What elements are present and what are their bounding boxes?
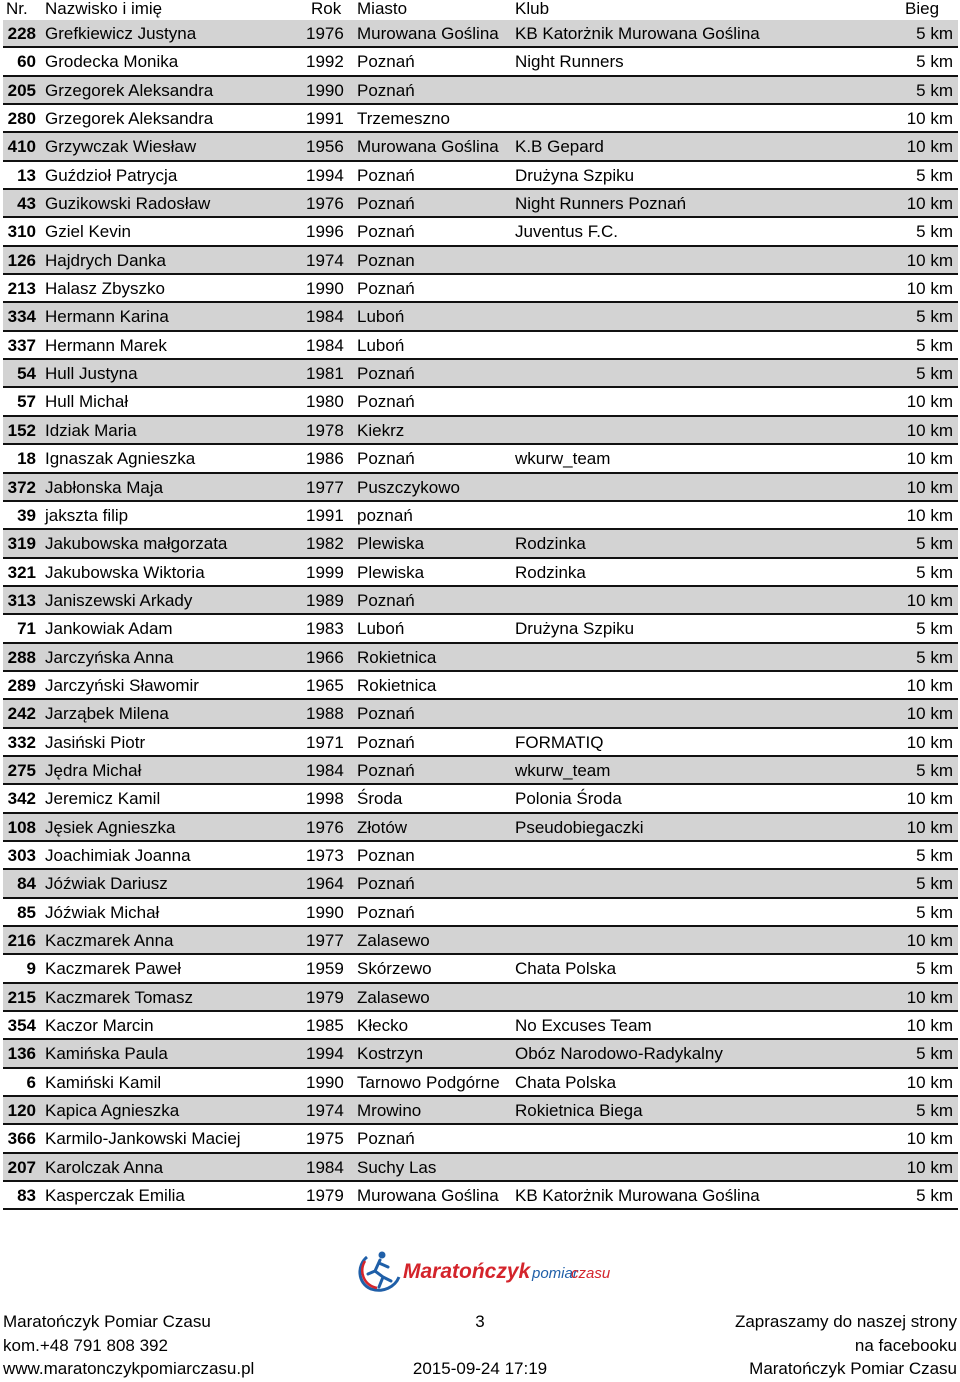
cell-klub: Night Runners Poznań — [515, 194, 687, 214]
cell-klub: Rodzinka — [515, 562, 586, 582]
header-miasto: Miasto — [357, 0, 408, 18]
cell-nr: 216 — [7, 931, 36, 950]
table-row — [3, 927, 958, 955]
table-row — [3, 899, 958, 927]
cell-miasto: Poznań — [357, 1129, 415, 1149]
cell-nr: 18 — [17, 449, 36, 469]
cell-name: Jóźwiak Dariusz — [45, 874, 168, 894]
cell-miasto: Kłecko — [357, 1016, 409, 1036]
cell-klub: Polonia Środa — [515, 789, 622, 809]
cell-nr: 334 — [7, 307, 36, 327]
cell-bieg: 10 km — [906, 1016, 953, 1036]
cell-bieg: 10 km — [906, 420, 953, 440]
cell-name: Grzegorek Aleksandra — [45, 109, 214, 129]
cell-rok: 1984 — [306, 307, 344, 327]
cell-miasto: Zalasewo — [357, 931, 430, 950]
cell-klub: No Excuses Team — [515, 1016, 652, 1036]
table-row — [3, 955, 958, 983]
table-row — [3, 360, 958, 388]
cell-bieg: 10 km — [906, 137, 953, 157]
cell-rok: 1989 — [306, 590, 344, 610]
cell-nr: 342 — [7, 789, 36, 809]
cell-rok: 1981 — [306, 364, 344, 384]
cell-bieg: 10 km — [906, 505, 953, 525]
cell-name: Hull Justyna — [45, 364, 138, 384]
cell-klub: K.B Gepard — [515, 137, 604, 157]
table-row — [3, 445, 958, 473]
cell-rok: 1978 — [306, 420, 344, 440]
cell-rok: 1994 — [306, 165, 344, 185]
cell-nr: 71 — [17, 619, 36, 639]
cell-miasto: Luboń — [357, 619, 405, 639]
cell-miasto: Poznań — [357, 704, 415, 724]
cell-bieg: 10 km — [906, 449, 953, 469]
cell-miasto: Plewiska — [357, 534, 425, 554]
cell-bieg: 10 km — [906, 590, 953, 610]
table-row — [3, 700, 958, 728]
runner-logo-icon — [355, 1247, 615, 1295]
cell-rok: 1990 — [306, 279, 344, 299]
table-row — [3, 785, 958, 813]
cell-name: jakszta filip — [45, 505, 129, 525]
cell-klub: Pseudobiegaczki — [515, 817, 644, 837]
cell-rok: 1975 — [306, 1129, 344, 1149]
cell-name: Gziel Kevin — [45, 222, 131, 242]
cell-rok: 1985 — [306, 1016, 344, 1036]
cell-bieg: 10 km — [906, 194, 953, 214]
cell-bieg: 5 km — [916, 1044, 953, 1064]
cell-miasto: Poznań — [357, 222, 415, 242]
table-row — [3, 587, 958, 615]
cell-bieg: 10 km — [906, 931, 953, 950]
cell-klub: Chata Polska — [515, 959, 617, 979]
cell-bieg: 5 km — [916, 80, 953, 100]
cell-nr: 6 — [26, 1072, 36, 1092]
cell-bieg: 5 km — [916, 307, 953, 327]
cell-nr: 337 — [7, 335, 36, 355]
cell-miasto: Plewiska — [357, 562, 425, 582]
cell-nr: 313 — [7, 590, 36, 610]
cell-miasto: Kiekrz — [357, 420, 405, 440]
table-row — [3, 190, 958, 218]
table-row — [3, 672, 958, 700]
table-row — [3, 1182, 958, 1210]
cell-miasto: Poznań — [357, 279, 415, 299]
cell-name: Guzikowski Radosław — [45, 194, 211, 214]
cell-bieg: 5 km — [916, 364, 953, 384]
cell-nr: 83 — [17, 1186, 36, 1206]
cell-name: Karmilo-Jankowski Maciej — [45, 1129, 241, 1149]
cell-klub: KB Katorżnik Murowana Goślina — [515, 24, 760, 43]
cell-miasto: Poznań — [357, 52, 415, 72]
cell-nr: 321 — [7, 562, 36, 582]
table-row — [3, 162, 958, 190]
cell-bieg: 10 km — [906, 477, 953, 497]
cell-name: Kaczor Marcin — [45, 1016, 154, 1036]
cell-rok: 1982 — [306, 534, 344, 554]
cell-bieg: 5 km — [916, 335, 953, 355]
cell-bieg: 5 km — [916, 619, 953, 639]
cell-nr: 207 — [7, 1157, 36, 1177]
logo-pomiar-text: pomiar — [532, 1265, 578, 1282]
cell-rok: 1984 — [306, 335, 344, 355]
cell-miasto: Poznan — [357, 845, 415, 865]
cell-rok: 1996 — [306, 222, 344, 242]
table-row — [3, 1069, 958, 1097]
cell-rok: 1971 — [306, 732, 344, 752]
cell-klub: Rodzinka — [515, 534, 586, 554]
cell-miasto: Poznań — [357, 194, 415, 214]
cell-bieg: 5 km — [916, 534, 953, 554]
footer-phone: kom.+48 791 808 392 — [3, 1336, 168, 1355]
cell-miasto: Luboń — [357, 307, 405, 327]
cell-rok: 1984 — [306, 760, 344, 780]
cell-miasto: Puszczykowo — [357, 477, 460, 497]
cell-nr: 410 — [7, 137, 36, 157]
cell-rok: 1974 — [306, 250, 344, 270]
cell-miasto: Zalasewo — [357, 987, 430, 1007]
table-row — [3, 530, 958, 558]
cell-bieg: 10 km — [906, 1129, 953, 1149]
table-row — [3, 729, 958, 757]
cell-miasto: Murowana Goślina — [357, 24, 499, 43]
cell-nr: 372 — [7, 477, 36, 497]
cell-rok: 1990 — [306, 80, 344, 100]
cell-bieg: 5 km — [916, 562, 953, 582]
cell-bieg: 5 km — [916, 1186, 953, 1206]
table-row — [3, 332, 958, 360]
cell-rok: 1991 — [306, 109, 344, 129]
cell-bieg: 5 km — [916, 24, 953, 43]
cell-miasto: Murowana Goślina — [357, 137, 499, 157]
cell-nr: 228 — [7, 24, 36, 43]
cell-name: Kaczmarek Anna — [45, 931, 174, 950]
table-row — [3, 218, 958, 246]
cell-miasto: Luboń — [357, 335, 405, 355]
cell-name: Grzywczak Wiesław — [45, 137, 197, 157]
cell-miasto: Poznań — [357, 902, 415, 922]
cell-nr: 319 — [7, 534, 36, 554]
cell-nr: 9 — [26, 959, 36, 979]
cell-rok: 1998 — [306, 789, 344, 809]
table-row — [3, 275, 958, 303]
cell-name: Jędra Michał — [45, 760, 142, 780]
cell-bieg: 10 km — [906, 1072, 953, 1092]
cell-miasto: Poznań — [357, 364, 415, 384]
cell-klub: Drużyna Szpiku — [515, 619, 635, 639]
cell-bieg: 10 km — [906, 817, 953, 837]
cell-bieg: 10 km — [906, 250, 953, 270]
cell-name: Hajdrych Danka — [45, 250, 166, 270]
table-row — [3, 1154, 958, 1182]
footer-datetime: 2015-09-24 17:19 — [412, 1359, 548, 1378]
cell-nr: 289 — [7, 675, 36, 695]
footer-company: Maratończyk Pomiar Czasu — [3, 1312, 211, 1331]
cell-name: Jakubowska Wiktoria — [45, 562, 205, 582]
cell-klub: Obóz Narodowo-Radykalny — [515, 1044, 723, 1064]
cell-klub: Night Runners — [515, 52, 624, 72]
cell-name: Kapica Agnieszka — [45, 1101, 180, 1121]
cell-bieg: 10 km — [906, 675, 953, 695]
table-row — [3, 644, 958, 672]
table-row — [3, 814, 958, 842]
footer-facebook: na facebooku — [854, 1336, 957, 1355]
cell-name: Guździoł Patrycja — [45, 165, 178, 185]
table-row — [3, 417, 958, 445]
table-row — [3, 559, 958, 587]
cell-name: Jóźwiak Michał — [45, 902, 160, 922]
cell-name: Kaczmarek Tomasz — [45, 987, 194, 1007]
cell-bieg: 5 km — [916, 902, 953, 922]
cell-rok: 1966 — [306, 647, 344, 667]
table-row — [3, 870, 958, 898]
cell-bieg: 5 km — [916, 760, 953, 780]
cell-bieg: 5 km — [916, 845, 953, 865]
cell-nr: 60 — [17, 52, 36, 72]
results-table — [3, 20, 958, 1210]
table-row — [3, 1097, 958, 1125]
cell-bieg: 10 km — [906, 1157, 953, 1177]
cell-rok: 1990 — [306, 1072, 344, 1092]
cell-name: Ignaszak Agnieszka — [45, 449, 196, 469]
cell-bieg: 10 km — [906, 279, 953, 299]
logo-brand-text: Maratończyk — [403, 1260, 531, 1283]
cell-miasto: Tarnowo Podgórne — [357, 1072, 500, 1092]
cell-bieg: 10 km — [906, 732, 953, 752]
table-row — [3, 303, 958, 331]
cell-nr: 303 — [7, 845, 36, 865]
cell-nr: 332 — [7, 732, 36, 752]
table-row — [3, 984, 958, 1012]
cell-klub: Rokietnica Biega — [515, 1101, 643, 1121]
cell-rok: 1999 — [306, 562, 344, 582]
cell-klub: FORMATIQ — [515, 732, 604, 752]
cell-bieg: 10 km — [906, 704, 953, 724]
cell-miasto: Poznań — [357, 732, 415, 752]
table-row — [3, 757, 958, 785]
cell-miasto: Murowana Goślina — [357, 1186, 499, 1206]
cell-miasto: Mrowino — [357, 1101, 422, 1121]
cell-bieg: 5 km — [916, 1101, 953, 1121]
cell-miasto: Poznań — [357, 874, 415, 894]
cell-miasto: Rokietnica — [357, 647, 437, 667]
cell-rok: 1964 — [306, 874, 344, 894]
cell-nr: 136 — [7, 1044, 36, 1064]
table-row — [3, 388, 958, 416]
cell-name: Jakubowska małgorzata — [45, 534, 228, 554]
cell-miasto: Suchy Las — [357, 1157, 437, 1177]
cell-klub: Drużyna Szpiku — [515, 165, 635, 185]
cell-nr: 39 — [17, 505, 36, 525]
cell-name: Jabłonska Maja — [45, 477, 164, 497]
header-nr: Nr. — [6, 0, 28, 18]
cell-nr: 288 — [7, 647, 36, 667]
cell-nr: 43 — [17, 194, 36, 214]
table-row — [3, 77, 958, 105]
cell-name: Jeremicz Kamil — [45, 789, 161, 809]
cell-rok: 1973 — [306, 845, 344, 865]
table-header — [0, 0, 960, 20]
table-row — [3, 133, 958, 161]
cell-rok: 1959 — [306, 959, 344, 979]
cell-miasto: Złotów — [357, 817, 408, 837]
cell-name: Grodecka Monika — [45, 52, 179, 72]
logo-czasu-text: czasu — [571, 1265, 611, 1282]
header-bieg: Bieg — [905, 0, 940, 18]
cell-name: Kaczmarek Paweł — [45, 959, 182, 979]
cell-rok: 1991 — [306, 505, 344, 525]
cell-klub: wkurw_team — [515, 449, 611, 469]
cell-klub: Chata Polska — [515, 1072, 617, 1092]
cell-name: Idziak Maria — [45, 420, 137, 440]
table-row — [3, 1040, 958, 1068]
cell-name: Kamińska Paula — [45, 1044, 168, 1064]
cell-rok: 1986 — [306, 449, 344, 469]
cell-name: Jankowiak Adam — [45, 619, 173, 639]
cell-name: Jarczyńska Anna — [45, 647, 174, 667]
cell-miasto: Poznań — [357, 760, 415, 780]
cell-miasto: Poznań — [357, 590, 415, 610]
cell-name: Halasz Zbyszko — [45, 279, 165, 299]
table-row — [3, 474, 958, 502]
header-rok: Rok — [311, 0, 342, 18]
header-name: Nazwisko i imię — [45, 0, 163, 18]
cell-miasto: Poznan — [357, 250, 415, 270]
cell-miasto: Poznań — [357, 449, 415, 469]
cell-rok: 1979 — [306, 987, 344, 1007]
cell-bieg: 5 km — [916, 647, 953, 667]
cell-bieg: 10 km — [906, 392, 953, 412]
cell-bieg: 10 km — [906, 789, 953, 809]
cell-rok: 1984 — [306, 1157, 344, 1177]
cell-klub: wkurw_team — [515, 760, 611, 780]
footer-invite: Zapraszamy do naszej strony — [734, 1312, 957, 1331]
table-row — [3, 48, 958, 76]
cell-name: Hermann Marek — [45, 335, 167, 355]
cell-nr: 215 — [7, 987, 36, 1007]
cell-name: Kasperczak Emilia — [45, 1186, 185, 1206]
cell-nr: 366 — [7, 1129, 36, 1149]
cell-name: Jęsiek Agnieszka — [45, 817, 176, 837]
cell-bieg: 10 km — [906, 109, 953, 129]
table-row — [3, 842, 958, 870]
cell-nr: 120 — [7, 1101, 36, 1121]
footer-company-right: Maratończyk Pomiar Czasu — [749, 1359, 957, 1378]
cell-klub: Juventus F.C. — [515, 222, 618, 242]
cell-nr: 152 — [7, 420, 36, 440]
table-row — [3, 20, 958, 48]
cell-nr: 310 — [7, 222, 36, 242]
cell-name: Grefkiewicz Justyna — [45, 24, 197, 43]
cell-rok: 1977 — [306, 477, 344, 497]
footer-page-number: 3 — [475, 1312, 485, 1331]
cell-miasto: poznań — [357, 505, 413, 525]
cell-nr: 205 — [7, 80, 36, 100]
cell-nr: 54 — [17, 364, 36, 384]
cell-miasto: Środa — [357, 789, 403, 809]
maratonczyk-logo — [355, 1247, 615, 1295]
cell-bieg: 5 km — [916, 874, 953, 894]
cell-miasto: Rokietnica — [357, 675, 437, 695]
table-row — [3, 502, 958, 530]
cell-name: Hull Michał — [45, 392, 129, 412]
cell-miasto: Poznań — [357, 392, 415, 412]
cell-name: Hermann Karina — [45, 307, 169, 327]
cell-nr: 354 — [7, 1016, 36, 1036]
cell-name: Joachimiak Joanna — [45, 845, 191, 865]
cell-bieg: 5 km — [916, 165, 953, 185]
table-row — [3, 1012, 958, 1040]
cell-nr: 275 — [7, 760, 36, 780]
cell-bieg: 10 km — [906, 987, 953, 1007]
table-row — [3, 247, 958, 275]
cell-rok: 1965 — [306, 675, 344, 695]
table-row — [3, 105, 958, 133]
cell-rok: 1992 — [306, 52, 344, 72]
cell-bieg: 5 km — [916, 222, 953, 242]
cell-rok: 1980 — [306, 392, 344, 412]
cell-rok: 1994 — [306, 1044, 344, 1064]
header-klub: Klub — [515, 0, 550, 18]
cell-name: Jarząbek Milena — [45, 704, 169, 724]
cell-nr: 213 — [7, 279, 36, 299]
cell-miasto: Poznań — [357, 80, 415, 100]
cell-rok: 1976 — [306, 194, 344, 214]
cell-rok: 1976 — [306, 24, 344, 43]
table-row — [3, 615, 958, 643]
cell-miasto: Skórzewo — [357, 959, 432, 979]
cell-miasto: Trzemeszno — [357, 109, 450, 129]
cell-name: Kamiński Kamil — [45, 1072, 162, 1092]
cell-name: Grzegorek Aleksandra — [45, 80, 214, 100]
cell-miasto: Kostrzyn — [357, 1044, 424, 1064]
cell-nr: 126 — [7, 250, 36, 270]
cell-name: Karolczak Anna — [45, 1157, 164, 1177]
cell-miasto: Poznań — [357, 165, 415, 185]
cell-rok: 1976 — [306, 817, 344, 837]
cell-nr: 85 — [17, 902, 36, 922]
cell-nr: 280 — [7, 109, 36, 129]
cell-rok: 1990 — [306, 902, 344, 922]
cell-nr: 13 — [17, 165, 36, 185]
cell-rok: 1979 — [306, 1186, 344, 1206]
table-row — [3, 1125, 958, 1153]
cell-bieg: 5 km — [916, 959, 953, 979]
cell-nr: 84 — [17, 874, 36, 894]
cell-rok: 1983 — [306, 619, 344, 639]
cell-nr: 108 — [7, 817, 36, 837]
cell-bieg: 5 km — [916, 52, 953, 72]
cell-name: Janiszewski Arkady — [45, 590, 193, 610]
cell-rok: 1956 — [306, 137, 344, 157]
cell-name: Jarczyński Sławomir — [45, 675, 199, 695]
cell-nr: 57 — [17, 392, 36, 412]
cell-name: Jasiński Piotr — [45, 732, 146, 752]
footer-website: www.maratonczykpomiarczasu.pl — [3, 1359, 255, 1378]
cell-nr: 242 — [7, 704, 36, 724]
cell-rok: 1977 — [306, 931, 344, 950]
cell-rok: 1974 — [306, 1101, 344, 1121]
cell-klub: KB Katorżnik Murowana Goślina — [515, 1186, 760, 1206]
cell-rok: 1988 — [306, 704, 344, 724]
